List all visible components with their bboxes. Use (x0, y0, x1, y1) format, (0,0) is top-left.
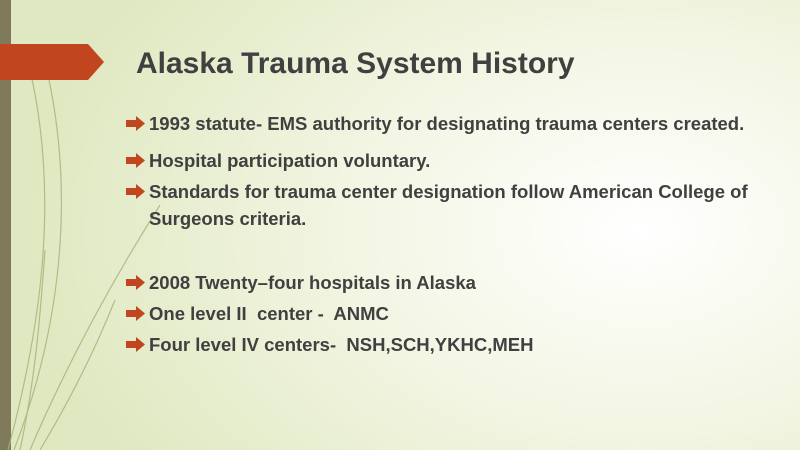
decorative-curve (8, 70, 45, 450)
right-arrow-icon (126, 153, 145, 168)
right-arrow-icon (126, 184, 145, 199)
bullet-item (126, 331, 756, 358)
right-arrow-icon (126, 306, 145, 321)
bullet-item (126, 269, 756, 296)
bullet-list (126, 110, 756, 358)
bullet-text: 2008 Twenty–four hospitals in Alaska (149, 272, 476, 293)
right-arrow-icon (126, 337, 145, 352)
slide-title: Alaska Trauma System History (136, 47, 575, 80)
bullet-text: 1993 statute- EMS authority for designating trauma centers created. (149, 113, 745, 134)
title-arrow-marker (0, 44, 104, 80)
decorative-curve (14, 75, 61, 450)
bullet-text: Standards for trauma center designation follow American College of Surgeons criteria. (149, 181, 753, 229)
bullet-text: Four level IV centers- NSH,SCH,YKHC,MEH (149, 334, 534, 355)
right-arrow-icon (126, 275, 145, 290)
bullet-text: One level II center - ANMC (149, 303, 389, 324)
bullet-item (126, 178, 756, 232)
bullet-item (126, 110, 756, 137)
bullet-item (126, 300, 756, 327)
decorative-curve (40, 300, 115, 450)
right-arrow-icon (126, 116, 145, 131)
bullet-item (126, 147, 756, 174)
bullet-text: Hospital participation voluntary. (149, 150, 431, 171)
